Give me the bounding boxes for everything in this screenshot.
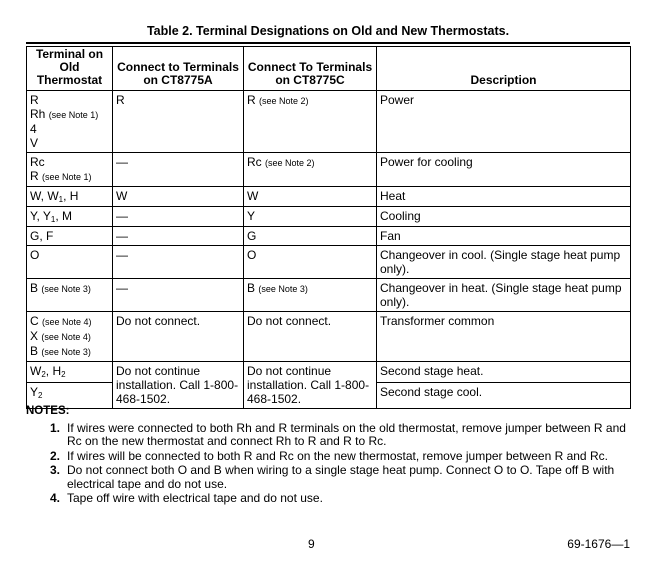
header-description: Description bbox=[377, 47, 631, 91]
terminal-label: B (see Note 3) bbox=[30, 344, 91, 358]
page-number: 9 bbox=[308, 537, 315, 551]
table-row bbox=[27, 91, 631, 153]
notes-section bbox=[26, 405, 630, 507]
ct8775a-cell: — bbox=[113, 227, 244, 246]
ct8775c-cell: B (see Note 3) bbox=[244, 279, 377, 312]
description-cell: Power for cooling bbox=[377, 153, 631, 187]
terminal-label: R bbox=[30, 93, 39, 107]
header-ct8775a: Connect to Terminals on CT8775A bbox=[113, 47, 244, 91]
ct8775c-cell: G bbox=[244, 227, 377, 246]
terminal-table bbox=[26, 46, 631, 409]
table-row bbox=[27, 227, 631, 246]
terminal-label: 4 bbox=[30, 122, 37, 136]
description-cell: Heat bbox=[377, 187, 631, 207]
ct8775c-cell: Y bbox=[244, 207, 377, 227]
note-number: 2. bbox=[49, 448, 60, 463]
note-text: Tape off wire with electrical tape and do not use. bbox=[67, 491, 323, 505]
description-cell: Transformer common bbox=[377, 312, 631, 362]
ct8775a-cell: — bbox=[113, 207, 244, 227]
note-number: 3. bbox=[49, 463, 60, 477]
notes-heading: NOTES: bbox=[26, 405, 70, 417]
old-terminal-cell: $Y_2$ bbox=[27, 383, 113, 409]
table-title: Table 2. Terminal Designations on Old and New Thermostats. bbox=[146, 24, 510, 38]
terminal-table-container bbox=[26, 42, 630, 409]
old-terminal-cell: G, F bbox=[27, 227, 113, 246]
table-row bbox=[27, 312, 631, 362]
old-terminal-cell bbox=[27, 153, 113, 187]
header-ct8775c: Connect To Terminals on CT8775C bbox=[244, 47, 377, 91]
terminal-label: Rh (see Note 1) bbox=[30, 107, 99, 121]
terminal-label: R (see Note 1) bbox=[30, 169, 92, 183]
document-number: 69-1676—1 bbox=[567, 537, 630, 551]
old-terminal-cell: O bbox=[27, 246, 113, 279]
ct8775a-cell: Do not connect. bbox=[113, 312, 244, 362]
ct8775a-cell: W bbox=[113, 187, 244, 207]
description-cell: Fan bbox=[377, 227, 631, 246]
terminal-label: C (see Note 4) bbox=[30, 314, 92, 328]
note-text: If wires will be connected to both R and Rc on the new thermostat, remove jumper between R and Rc. bbox=[67, 448, 608, 463]
ct8775c-cell: R (see Note 2) bbox=[244, 91, 377, 153]
table-header-row bbox=[27, 47, 631, 91]
ct8775c-cell: Do not continue installation. Call 1-800-468-1502. bbox=[244, 362, 377, 409]
terminal-label: V bbox=[30, 136, 39, 150]
ct8775a-cell: R bbox=[113, 91, 244, 153]
note-text: If wires were connected to both Rh and R terminals on the old thermostat, remove jumper between R and Rc on the new thermostat and connect Rh to R and R to Rc. bbox=[67, 420, 626, 448]
ct8775c-cell: Do not connect. bbox=[244, 312, 377, 362]
table-row bbox=[27, 246, 631, 279]
table-row bbox=[27, 153, 631, 187]
old-terminal-cell: W, $W_1$, H bbox=[27, 187, 113, 207]
note-number: 1. bbox=[49, 420, 60, 435]
ct8775a-cell: Do not continue installation. Call 1-800-468-1502. bbox=[113, 362, 244, 409]
old-terminal-cell: Y, $Y_1$, M bbox=[27, 207, 113, 227]
note-item bbox=[26, 450, 630, 464]
description-cell: Cooling bbox=[377, 207, 631, 227]
old-terminal-cell: $W_2$, $H_2$ bbox=[27, 362, 113, 383]
terminal-label: X (see Note 4) bbox=[30, 329, 91, 343]
description-cell: Second stage heat. bbox=[377, 362, 631, 383]
description-cell: Second stage cool. bbox=[377, 383, 631, 409]
ct8775c-cell: Rc (see Note 2) bbox=[244, 153, 377, 187]
old-terminal-cell: B (see Note 3) bbox=[27, 279, 113, 312]
description-cell: Changeover in heat. (Single stage heat pump only). bbox=[377, 279, 631, 312]
note-item bbox=[26, 422, 630, 449]
old-terminal-cell bbox=[27, 91, 113, 153]
top-rule bbox=[26, 42, 630, 44]
note-item bbox=[26, 492, 630, 506]
terminal-label: Rc bbox=[30, 155, 45, 169]
header-old-terminal: Terminal on Old Thermostat bbox=[27, 47, 113, 91]
old-terminal-cell bbox=[27, 312, 113, 362]
ct8775a-cell: — bbox=[113, 153, 244, 187]
table-row bbox=[27, 279, 631, 312]
description-cell: Changeover in cool. (Single stage heat pump only). bbox=[377, 246, 631, 279]
ct8775c-cell: O bbox=[244, 246, 377, 279]
note-text: Do not connect both O and B when wiring to a single stage heat pump. Connect O to O. Tape off B with electrical tape and do not use. bbox=[67, 463, 615, 491]
note-number: 4. bbox=[49, 491, 60, 505]
description-cell: Power bbox=[377, 91, 631, 153]
ct8775a-cell: — bbox=[113, 246, 244, 279]
table-row bbox=[27, 362, 631, 383]
ct8775c-cell: W bbox=[244, 187, 377, 207]
note-item bbox=[26, 464, 630, 491]
ct8775a-cell: — bbox=[113, 279, 244, 312]
table-row bbox=[27, 207, 631, 227]
table-row bbox=[27, 187, 631, 207]
